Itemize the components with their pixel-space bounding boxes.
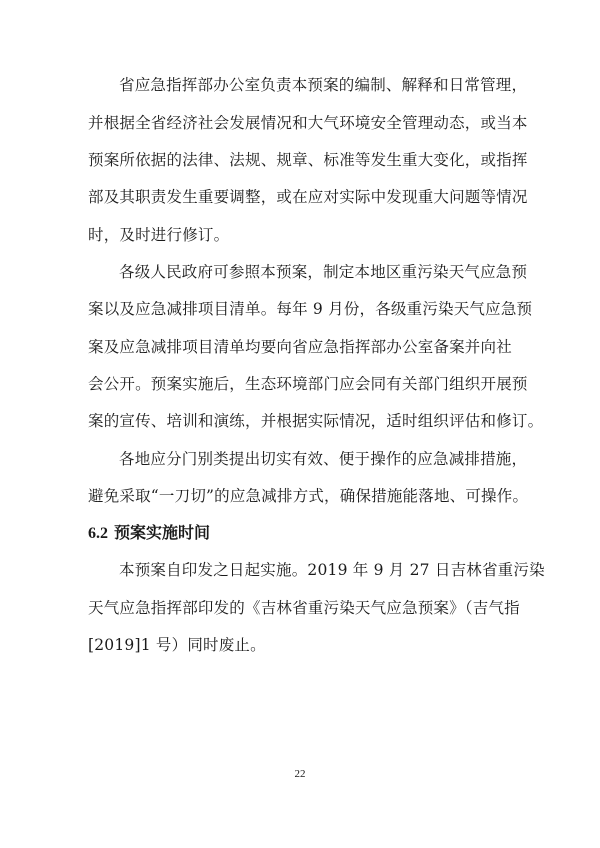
paragraph-1-line-5: 时，及时进行修订。 (88, 226, 230, 244)
paragraph-2-line-4: 会公开。预案实施后，生态环境部门应会同有关部门组织开展预 (88, 375, 528, 393)
paragraph-3-line-2: 避免采取“一刀切”的应急减排方式，确保措施能落地、可操作。 (88, 487, 529, 505)
paragraph-2-line-1: 各级人民政府可参照本预案，制定本地区重污染天气应急预 (119, 263, 528, 281)
section-title: 预案实施时间 (114, 523, 211, 542)
paragraph-2-line-3: 案及应急减排项目清单均要向省应急指挥部办公室备案并向社 (88, 338, 512, 356)
section-number: 6.2 (88, 525, 108, 542)
paragraph-1-line-4: 部及其职责发生重要调整，或在应对实际中发现重大问题等情况 (88, 188, 528, 206)
page-number: 22 (294, 768, 306, 780)
paragraph-4-line-1: 本预案自印发之日起实施。2019 年 9 月 27 日吉林省重污染 (119, 561, 545, 579)
paragraph-1-line-1: 省应急指挥部办公室负责本预案的编制、解释和日常管理， (119, 76, 528, 94)
paragraph-1-line-2: 并根据全省经济社会发展情况和大气环境安全管理动态，或当本 (88, 114, 528, 132)
paragraph-4-line-2: 天气应急指挥部印发的《吉林省重污染天气应急预案》（吉气指 (88, 599, 520, 617)
paragraph-1-line-3: 预案所依据的法律、法规、规章、标准等发生重大变化，或指挥 (88, 151, 528, 169)
paragraph-2-line-5: 案的宣传、培训和演练，并根据实际情况，适时组织评估和修订。 (88, 412, 544, 430)
paragraph-2-line-2: 案以及应急减排项目清单。每年 9 月份，各级重污染天气应急预 (88, 300, 533, 318)
section-heading (88, 522, 210, 545)
paragraph-3-line-1: 各地应分门别类提出切实有效、便于操作的应急减排措施， (119, 450, 528, 468)
paragraph-4-line-3: [2019]1 号）同时废止。 (88, 636, 266, 654)
